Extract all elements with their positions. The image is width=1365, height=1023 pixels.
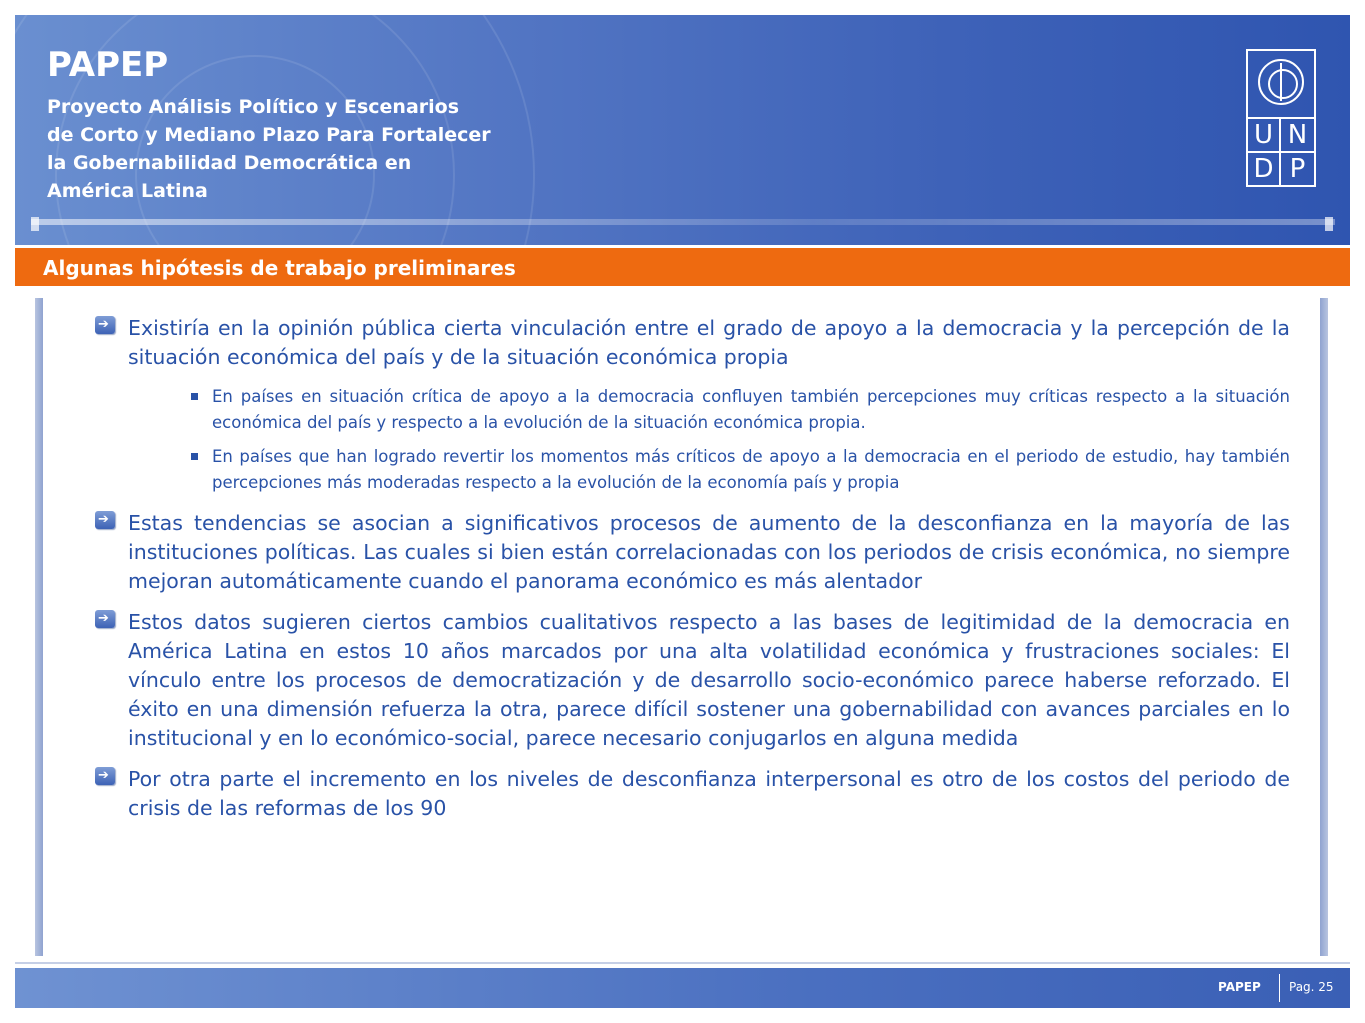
content-frame-right: [1320, 298, 1328, 956]
footer-separator: [1279, 974, 1280, 1002]
header-divider-cap-right: [1325, 217, 1333, 231]
content-frame-left: [35, 298, 43, 956]
arrow-right-icon: [95, 610, 115, 628]
section-bar: [15, 248, 1350, 286]
bullet-item: [95, 608, 1290, 753]
undp-logo: [1246, 49, 1316, 187]
bullet-text: Estos datos sugieren ciertos cambios cualitativos respecto a las bases de legitimidad de la democracia en América Latina en estos 10 años marcados por una alta volatilidad económica y frustraciones sociales: El vínculo entre los procesos de democratización y de desarrollo socio-económico parece haberse reforzado. El éxito en una dimensión refuerza la otra, parece difícil sostener una gobernabilidad con avances parciales en lo institucional y en lo económico-social, parece necesario conjugarlos en alguna medida: [128, 610, 1290, 750]
bullet-item: [95, 765, 1290, 823]
bullet-text: Estas tendencias se asocian a significativos procesos de aumento de la desconfianza en la mayoría de las instituciones políticas. Las cuales si bien están correlacionadas con los periodos de crisis económica, no siempre mejoran automáticamente cuando el panorama económico es más alentador: [128, 511, 1290, 593]
sub-bullet-item: [95, 444, 1290, 495]
slide-content: [95, 314, 1290, 835]
project-subtitle: [47, 93, 497, 205]
logo-letter: N: [1287, 120, 1308, 150]
page-number: Pag. 25: [1289, 980, 1334, 994]
bullet-item: [95, 509, 1290, 596]
content-bottom-rule: [15, 962, 1350, 964]
square-bullet-icon: [191, 393, 198, 400]
logo-letter: U: [1248, 119, 1281, 151]
arrow-right-icon: [95, 767, 115, 785]
header-banner: [15, 15, 1350, 245]
undp-letters: [1248, 117, 1314, 185]
footer-bar: [15, 968, 1350, 1008]
logo-letter: D: [1248, 153, 1281, 185]
sub-bullet-text: En países en situación crítica de apoyo a la democracia confluyen también percepciones muy críticas respecto a la situación económica del país y respecto a la evolución de la situación económica propia.: [212, 387, 1290, 432]
subtitle-line: la Gobernabilidad Democrática en: [47, 152, 412, 174]
header-divider: [31, 219, 1335, 225]
arrow-right-icon: [95, 511, 115, 529]
header-divider-cap-left: [31, 217, 39, 231]
sub-bullet-text: En países que han logrado revertir los momentos más críticos de apoyo a la democracia en el periodo de estudio, hay también percepciones más moderadas respecto a la evolución de la economía país y propia: [212, 447, 1290, 492]
subtitle-line: América Latina: [47, 180, 208, 202]
bullet-item: [95, 314, 1290, 372]
footer-brand: PAPEP: [1218, 980, 1261, 994]
un-emblem-icon: [1258, 59, 1304, 105]
logo-letter: P: [1289, 154, 1306, 184]
square-bullet-icon: [191, 453, 198, 460]
bullet-text: Existiría en la opinión pública cierta vinculación entre el grado de apoyo a la democracia y la percepción de la situación económica del país y de la situación económica propia: [128, 316, 1290, 369]
subtitle-line: de Corto y Mediano Plazo Para Fortalecer: [47, 124, 491, 146]
section-title: Algunas hipótesis de trabajo preliminares: [43, 256, 516, 280]
arrow-right-icon: [95, 316, 115, 334]
brand-title: PAPEP: [47, 45, 169, 85]
sub-bullet-item: [95, 384, 1290, 435]
bullet-text: Por otra parte el incremento en los niveles de desconfianza interpersonal es otro de los costos del periodo de crisis de las reformas de los 90: [128, 767, 1290, 820]
subtitle-line: Proyecto Análisis Político y Escenarios: [47, 96, 460, 118]
